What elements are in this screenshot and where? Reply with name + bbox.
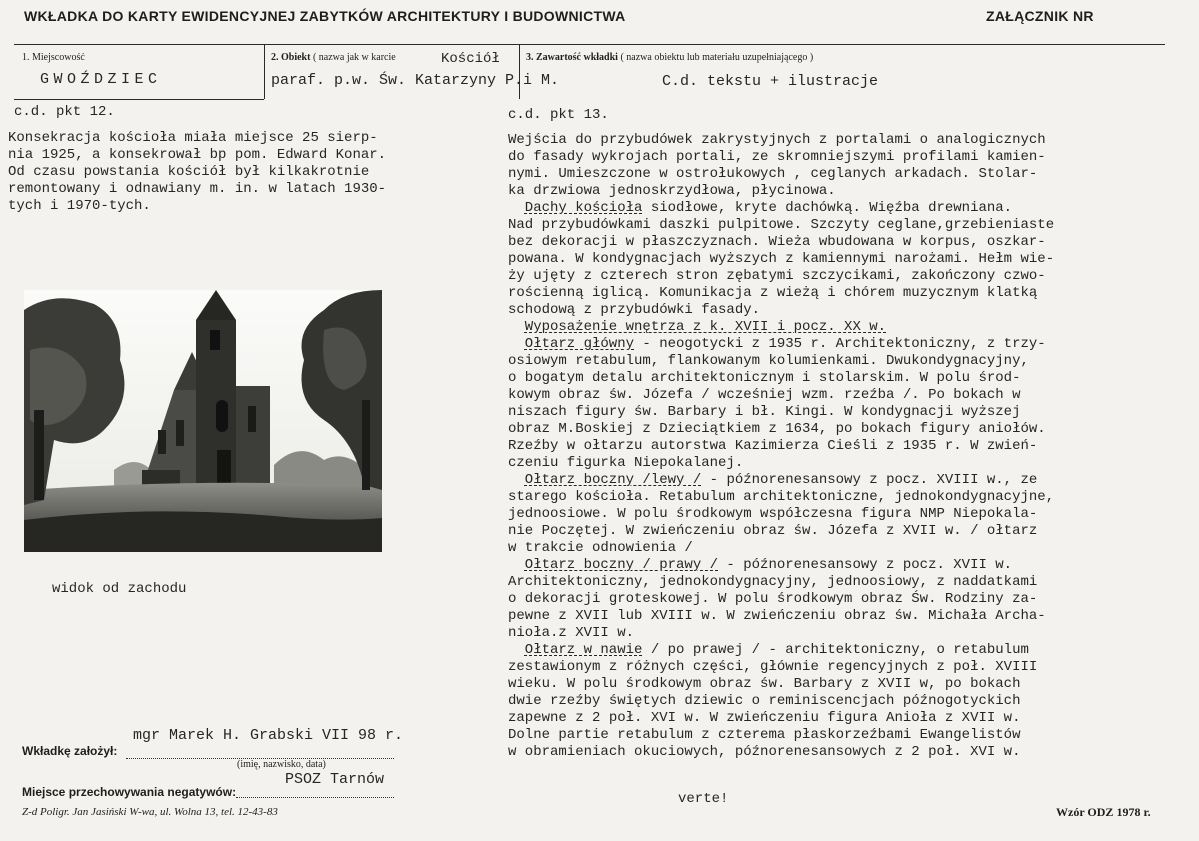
author-value: mgr Marek H. Grabski VII 98 r. [133, 727, 404, 744]
right-text-content: nymi. Umieszczone w ostrołukowych , ceglanych arkadach. Stolar- [508, 166, 1038, 182]
right-text-content: - późnorenesansowy z pocz. XVIII w., ze [701, 472, 1038, 488]
right-text-content: czeniu figurka Niepokalanej. [508, 455, 744, 471]
right-text-line [508, 387, 1054, 404]
negatives-location-label: Miejsce przechowywania negatywów: [22, 785, 237, 799]
right-text-content: osiowym retabulum, flankowanym kolumienkami. Dwukondygnacyjny, [508, 353, 1029, 369]
left-text-line: Konsekracja kościoła miała miejsce 25 sierp- [8, 130, 378, 146]
form-version: Wzór ODZ 1978 r. [1056, 805, 1151, 819]
right-text-line [508, 319, 1054, 336]
right-text-line [508, 625, 1054, 642]
right-text-content: Nad przybudówkami daszki pulpitowe. Szczyty ceglane,grzebieniaste [508, 217, 1055, 233]
right-text-line [508, 608, 1054, 625]
right-text-line [508, 166, 1054, 183]
right-text-content: zapewne z 2 poł. XVI w. W zwieńczeniu figura Anioła z XVII w. [508, 710, 1021, 726]
left-text-line: nia 1925, a konsekrował bp pom. Edward Konar. [8, 147, 387, 163]
right-text-content: siodłowe, kryte dachówką. Więźba drewniana. [642, 200, 1013, 216]
right-text-content: pewne z XVII lub XVIII w. W zwieńczeniu obraz św. Michała Archa- [508, 608, 1046, 624]
right-text-content: Rzeźby w ołtarzu autorstwa Kazimierza Cieśli z 1935 r. W zwień- [508, 438, 1038, 454]
section-heading: Dachy kościoła [524, 200, 643, 216]
church-photo [24, 290, 382, 552]
right-text-block [508, 132, 1054, 761]
right-text-line [508, 353, 1054, 370]
right-text-content: o dekoracji groteskowej. W polu środkowym obraz Św. Rodziny za- [508, 591, 1038, 607]
right-text-line [508, 421, 1054, 438]
right-text-content: niszach figury św. Barbary i bł. Kingi. W kondygnacji wyższej [508, 404, 1021, 420]
field-3-hint: ( nazwa obiektu lub materiału uzupełniającego ) [620, 52, 814, 63]
field-3-value: C.d. tekstu + ilustracje [662, 73, 879, 90]
right-text-line [508, 370, 1054, 387]
section-heading: Ołtarz boczny /lewy / [524, 472, 702, 488]
field-2-value: paraf. p.w. Św. Katarzyny P.i M. [271, 72, 560, 89]
form-title: WKŁADKA DO KARTY EWIDENCYJNEJ ZABYTKÓW ARCHITEKTURY I BUDOWNICTWA [24, 8, 626, 24]
right-text-line [508, 642, 1054, 659]
field-divider-1 [264, 44, 265, 99]
right-text-line [508, 693, 1054, 710]
right-text-line [508, 455, 1054, 472]
right-text-content: schodową z przybudówki fasady. [508, 302, 761, 318]
right-text-content: jednoosiowe. W polu środkowym współczesna figura NMP Niepokala- [508, 506, 1038, 522]
field-1-value: GWOŹDZIEC [40, 71, 162, 88]
right-text-content: ży ujęty z czterech stron zębatymi szczycikami, zakończony czwo- [508, 268, 1046, 284]
field-2-hint: ( nazwa jak w karcie [312, 52, 396, 63]
right-text-line [508, 472, 1054, 489]
author-hint: (imię, nazwisko, data) [237, 759, 326, 770]
field-box-top-border [14, 44, 1165, 45]
field-2-label [271, 52, 396, 63]
right-text-line [508, 132, 1054, 149]
left-heading: c.d. pkt 12. [14, 104, 115, 120]
right-text-line [508, 217, 1054, 234]
left-text-line: tych i 1970-tych. [8, 198, 151, 214]
right-text-line [508, 591, 1054, 608]
section-heading: Ołtarz główny [524, 336, 635, 352]
right-text-line [508, 285, 1054, 302]
right-text-content: ka drzwiowa jednoskrzydłowa, płycinowa. [508, 183, 836, 199]
right-text-content: - późnorenesansowy z pocz. XVII w. [718, 557, 1013, 573]
printer-imprint: Z-d Poligr. Jan Jasiński W-wa, ul. Wolna 13, tel. 12-43-83 [22, 806, 278, 818]
right-text-line [508, 200, 1054, 217]
right-text-line [508, 727, 1054, 744]
negatives-dotted-line [236, 797, 394, 798]
right-text-content: powana. W kondygnacjach wyższych z kamiennymi narożami. Hełm wie- [508, 251, 1055, 267]
field-3-label-text: 3. Zawartość wkładki [526, 52, 618, 63]
left-text-line: Od czasu powstania kościół był kilkakrotnie [8, 164, 370, 180]
right-text-content: Dolne partie retabulum z czterema płaskorzeźbami Ewangelistów [508, 727, 1021, 743]
right-text-line [508, 404, 1054, 421]
right-text-line [508, 540, 1054, 557]
field-1-label: 1. Miejscowość [22, 52, 85, 63]
attachment-number-label: ZAŁĄCZNIK NR [986, 8, 1094, 24]
church-photo-image [24, 290, 382, 552]
right-text-content: kowym obraz św. Józefa / wcześniej wzm. rzeźba /. Po bokach w [508, 387, 1021, 403]
right-text-content: - neogotycki z 1935 r. Architektoniczny, z trzy- [634, 336, 1046, 352]
section-heading: Ołtarz w nawie [524, 642, 643, 658]
right-text-line [508, 489, 1054, 506]
negatives-location-value: PSOZ Tarnów [285, 771, 385, 788]
verte-note: verte! [678, 791, 729, 807]
right-text-content: wieku. W polu środkowym obraz św. Barbary z XVII w, po bokach [508, 676, 1021, 692]
right-text-line [508, 251, 1054, 268]
right-text-line [508, 268, 1054, 285]
field-2-value-top: Kościół [441, 51, 500, 67]
section-heading: Ołtarz boczny / prawy / [524, 557, 719, 573]
right-text-content: starego kościoła. Retabulum architektoniczne, jednokondygnacyjne, [508, 489, 1055, 505]
right-text-content: nie Poczętej. W zwieńczeniu obraz św. Józefa z XVII w. / ołtarz [508, 523, 1038, 539]
author-label: Wkładkę założył: [22, 744, 118, 758]
right-text-content: zestawionym z różnych części, głównie regencyjnych z poł. XVIII [508, 659, 1038, 675]
right-text-line [508, 302, 1054, 319]
field-2-label-text: 2. Obiekt [271, 52, 311, 63]
right-text-content: do fasady wykrojach portali, ze skromniejszymi profilami kamien- [508, 149, 1046, 165]
photo-caption: widok od zachodu [52, 581, 187, 597]
right-text-line [508, 710, 1054, 727]
right-text-line [508, 676, 1054, 693]
right-text-content: Architektoniczny, jednokondygnacyjny, jednoosiowy, z naddatkami [508, 574, 1038, 590]
right-text-content: w obramieniach okuciowych, późnorenesansowych z 2 poł. XVI w. [508, 744, 1021, 760]
left-text-line: remontowany i odnawiany m. in. w latach 1930- [8, 181, 387, 197]
right-text-content: nioła.z XVII w. [508, 625, 635, 641]
right-text-line [508, 183, 1054, 200]
right-text-line [508, 438, 1054, 455]
right-text-line [508, 149, 1054, 166]
right-text-line [508, 659, 1054, 676]
right-text-line [508, 234, 1054, 251]
right-text-line [508, 523, 1054, 540]
right-text-line [508, 744, 1054, 761]
right-text-content: Wejścia do przybudówek zakrystyjnych z portalami o analogicznych [508, 132, 1046, 148]
right-text-content: o bogatym detalu architektonicznym i stolarskim. W polu środ- [508, 370, 1021, 386]
right-text-content: bez dekoracji w płaszczyznach. Wieża wbudowana w korpus, oszkar- [508, 234, 1046, 250]
left-text-block [8, 130, 386, 215]
right-text-content: w trakcie odnowienia / [508, 540, 693, 556]
section-heading: Wyposażenie wnętrza z k. XVII i pocz. XX w. [524, 319, 887, 335]
right-text-line [508, 557, 1054, 574]
right-text-content: / po prawej / - architektoniczny, o retabulum [642, 642, 1029, 658]
right-text-line [508, 574, 1054, 591]
right-text-content: dwie rzeźby świętych dziewic o reminiscencjach późnogotyckich [508, 693, 1021, 709]
field-3-label [526, 52, 813, 63]
right-heading: c.d. pkt 13. [508, 107, 609, 123]
field-box-bottom-border [14, 99, 264, 100]
right-text-line [508, 506, 1054, 523]
right-text-content: rościenną iglicą. Komunikacja z wieżą i chórem muzycznym klatką [508, 285, 1038, 301]
right-text-line [508, 336, 1054, 353]
right-text-content: obraz M.Boskiej z Dzieciątkiem z 1634, po bokach figury aniołów. [508, 421, 1046, 437]
